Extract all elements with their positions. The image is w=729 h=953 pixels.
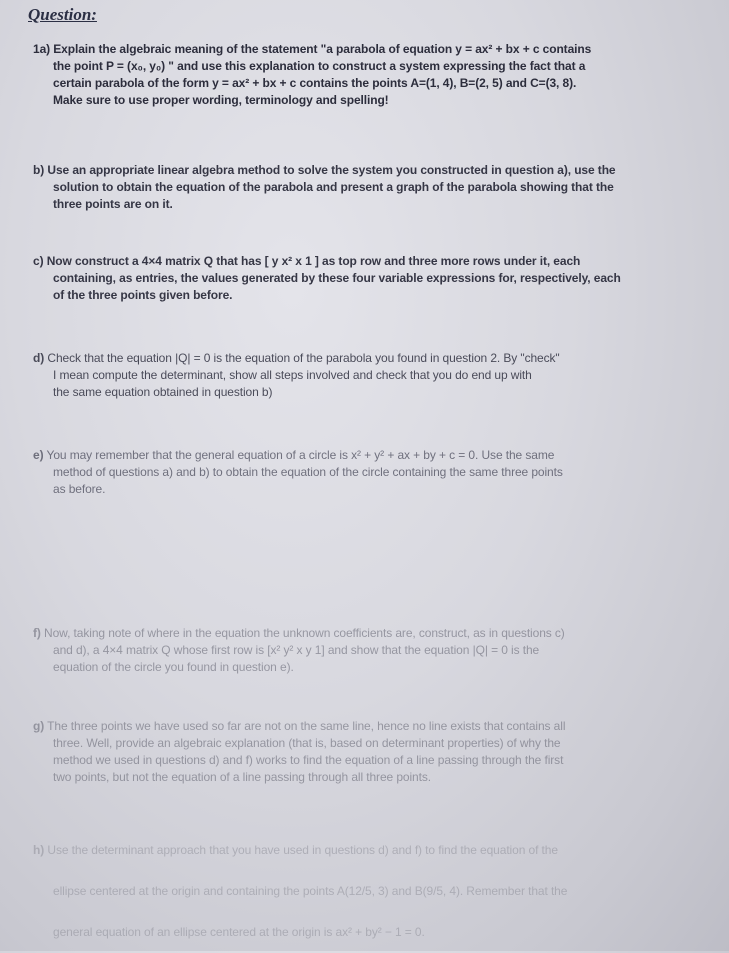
question-line: Use an appropriate linear algebra method to solve the system you constructed in question a), use the <box>47 163 616 177</box>
question-g <box>33 718 688 786</box>
question-line: Make sure to use proper wording, terminology and spelling! <box>53 93 389 107</box>
question-b <box>33 162 688 213</box>
question-line: Check that the equation |Q| = 0 is the equation of the parabola you found in question 2. By "check" <box>47 351 560 365</box>
question-line: three. Well, provide an algebraic explanation (that is, based on determinant properties) of why the <box>53 736 561 750</box>
question-h <box>33 830 688 953</box>
question-line: the point P = (x₀, y₀) " and use this explanation to construct a system expressing the fact that a <box>53 59 586 73</box>
question-line: two points, but not the equation of a line passing through all three points. <box>53 770 431 784</box>
question-line: solution to obtain the equation of the parabola and present a graph of the parabola showing that the <box>53 180 614 194</box>
question-line: as before. <box>53 482 106 496</box>
question-label: e) <box>33 448 44 462</box>
question-line: containing, as entries, the values generated by these four variable expressions for, respectively, each <box>53 271 621 285</box>
question-line: ellipse centered at the origin and containing the points A(12/5, 3) and B(9/5, 4). Remember that the <box>53 884 568 898</box>
question-line: Explain the algebraic meaning of the statement "a parabola of equation y = ax² + bx + c contains <box>53 42 592 56</box>
question-line: method we used in questions d) and f) works to find the equation of a line passing through the first <box>53 753 564 767</box>
question-line: Use the determinant approach that you have used in questions d) and f) to find the equation of the <box>47 843 558 857</box>
question-d <box>33 350 688 401</box>
question-label: c) <box>33 254 44 268</box>
question-line: of the three points given before. <box>53 288 233 302</box>
question-line: three points are on it. <box>53 197 173 211</box>
question-line: the same equation obtained in question b) <box>53 385 273 399</box>
question-line: method of questions a) and b) to obtain the equation of the circle containing the same three points <box>53 465 563 479</box>
question-label: h) <box>33 843 45 857</box>
question-line: Now construct a 4×4 matrix Q that has [ y x² x 1 ] as top row and three more rows under it, each <box>46 254 581 268</box>
question-line: I mean compute the determinant, show all steps involved and check that you do end up with <box>53 368 532 382</box>
question-line: certain parabola of the form y = ax² + bx + c contains the points A=(1, 4), B=(2, 5) and C=(3, 8). <box>53 76 577 90</box>
question-e <box>33 447 688 498</box>
question-line: You may remember that the general equation of a circle is x² + y² + ax + by + c = 0. Use the same <box>46 448 555 462</box>
question-line: and d), a 4×4 matrix Q whose first row is [x² y² x y 1] and show that the equation |Q| = 0 is the <box>53 643 540 657</box>
question-line: Now, taking note of where in the equation the unknown coefficients are, construct, as in questions c) <box>44 626 565 640</box>
question-label: b) <box>33 163 45 177</box>
question-line: The three points we have used so far are not on the same line, hence no line exists that contains all <box>47 719 566 733</box>
question-c <box>33 253 688 304</box>
question-label: f) <box>33 626 41 640</box>
question-label: g) <box>33 719 45 733</box>
page-heading: Question: <box>28 5 97 24</box>
question-f <box>33 625 688 676</box>
question-label: d) <box>33 351 45 365</box>
question-label: 1a) <box>33 42 51 56</box>
question-line: equation of the circle you found in question e). <box>53 660 294 674</box>
question-1a <box>33 41 688 109</box>
question-line: general equation of an ellipse centered at the origin is ax² + by² − 1 = 0. <box>53 925 425 939</box>
